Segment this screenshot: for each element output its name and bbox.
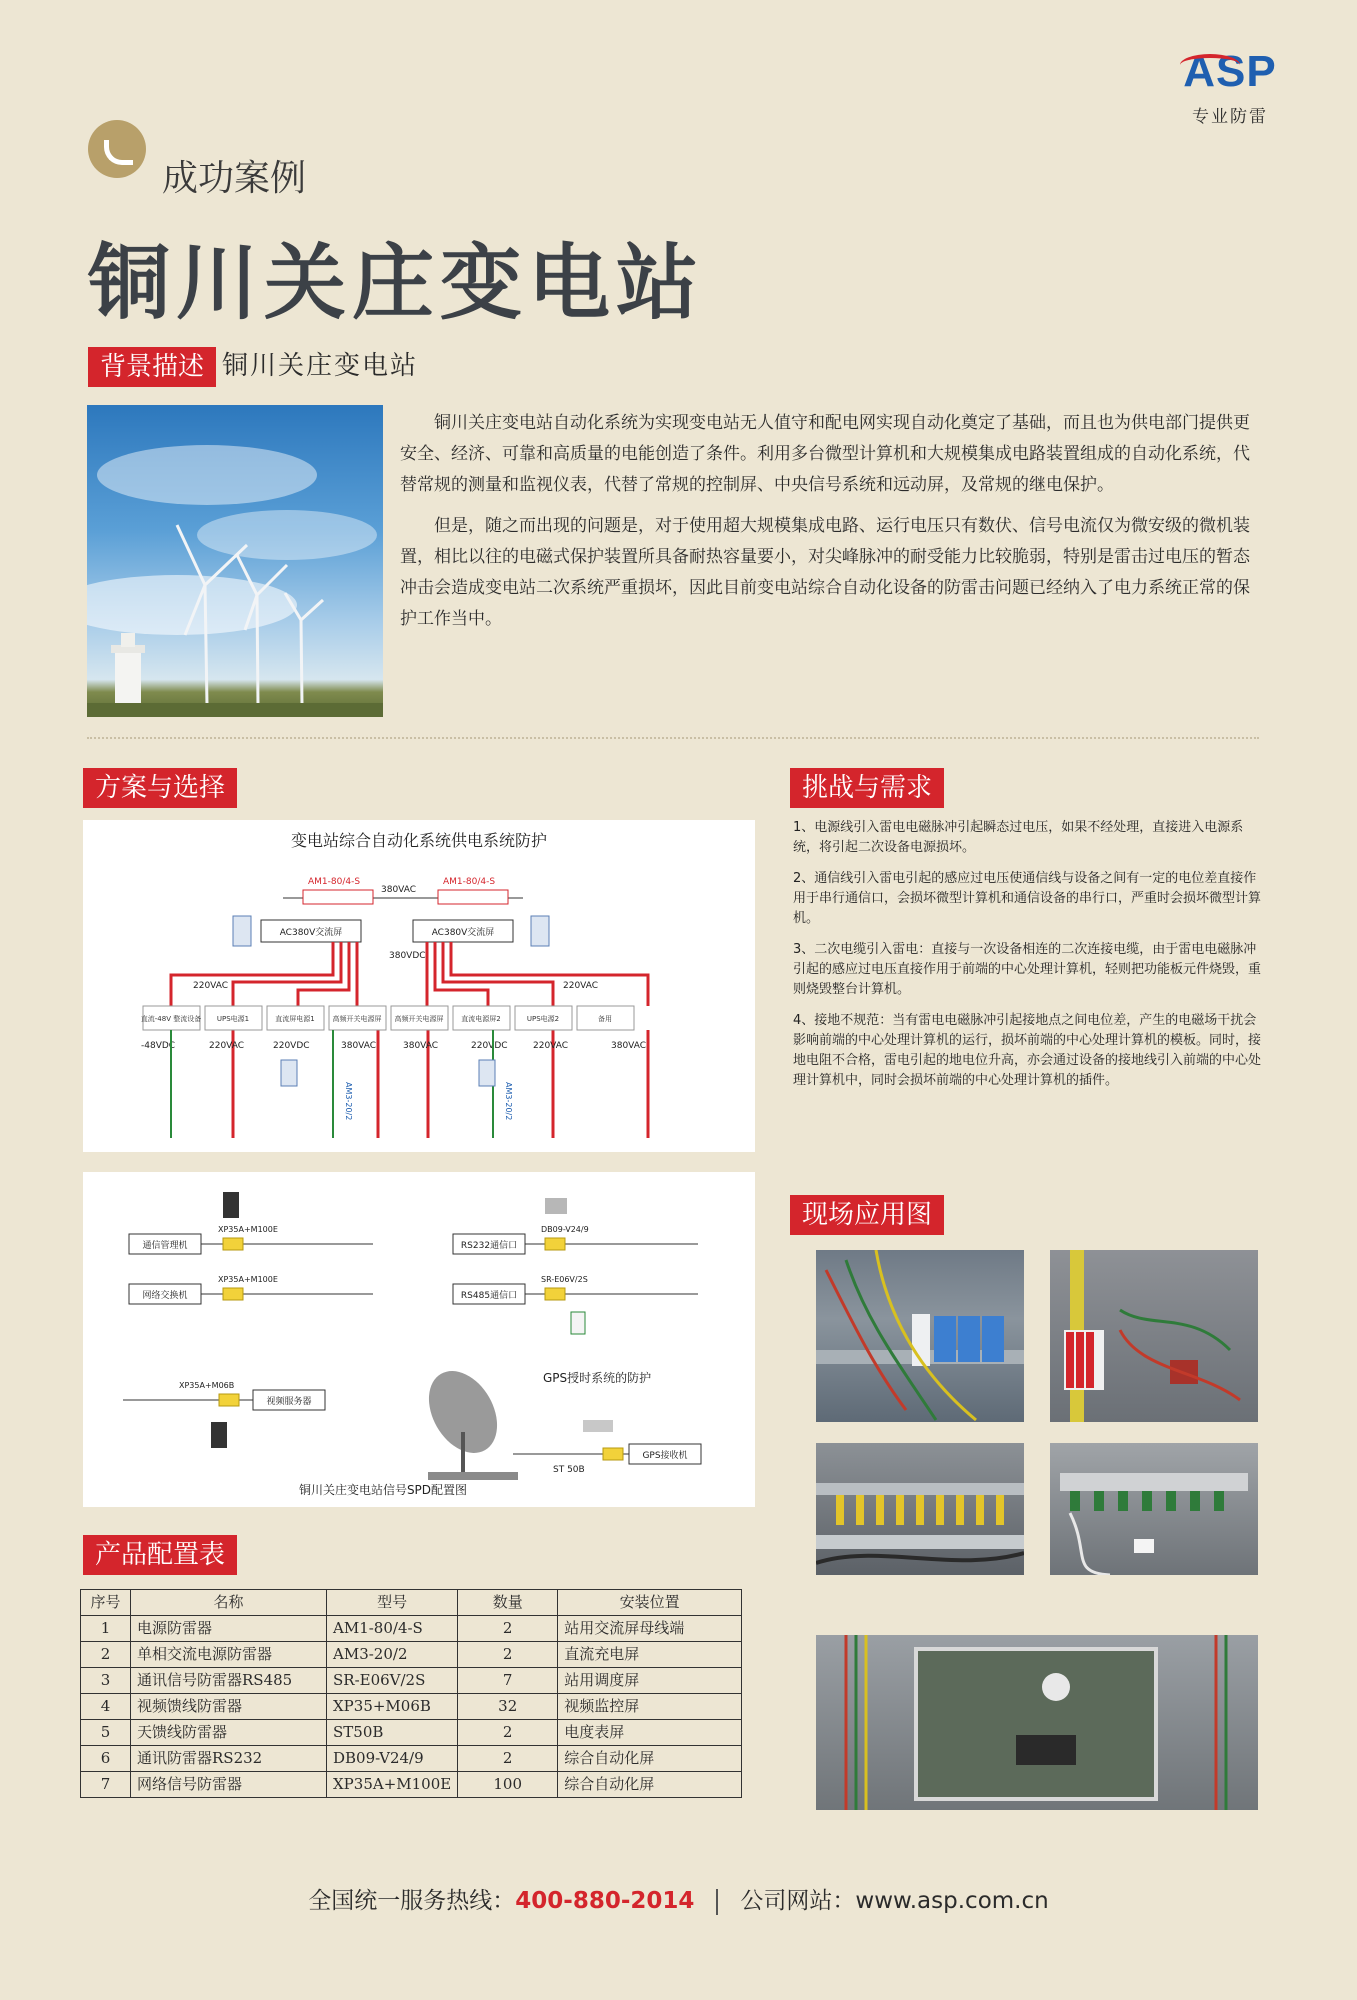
box-comm-label: 通信管理机: [142, 1241, 188, 1251]
col-header: 序号: [81, 1590, 131, 1616]
table-cell: 2: [458, 1616, 558, 1642]
section-background-subtitle: 铜川关庄变电站: [222, 351, 419, 381]
am3-left-label: AM3-20/2: [344, 1082, 353, 1121]
hotline-label: 全国统一服务热线：: [308, 1888, 516, 1914]
spd-m06b-icon: [219, 1394, 239, 1406]
site-photo-5: [816, 1635, 1258, 1810]
spd-left-label: AM1-80/4-S: [308, 877, 361, 887]
table-cell: 站用交流屏母线端: [558, 1616, 742, 1642]
challenge-item: 4、接地不规范：当有雷电电磁脉冲引起接地点之间电位差，产生的电磁场干扰会影响前端的中心处理计算机的运行，损坏前端的中心处理计算机的模板。同时，接地电阻不合格，雷电引起的地电位升高，亦会通过设备的接地线引入前端的中心处理计算机中，同时会损坏前端的中心处理计算机的插件。: [793, 1013, 1262, 1088]
screen-label: 直流电源屏2: [461, 1015, 501, 1023]
spd-xp-1-label: XP35A+M100E: [218, 1225, 278, 1234]
logo-tagline: 专业防雷: [1192, 107, 1268, 127]
website-label: 公司网站：: [740, 1888, 856, 1914]
table-cell: 通讯信号防雷器RS485: [131, 1668, 327, 1694]
table-cell: SR-E06V/2S: [327, 1668, 458, 1694]
table-cell: 6: [81, 1746, 131, 1772]
table-row: [81, 1772, 742, 1798]
background-text: [400, 408, 1250, 645]
bottom-voltage: 220VAC: [533, 1041, 569, 1051]
logo-swoosh-icon: [1180, 54, 1240, 76]
wind-turbine-photo: [87, 405, 383, 717]
table-row: [81, 1668, 742, 1694]
signal-spd-diagram: [83, 1172, 755, 1507]
table-cell: 2: [81, 1642, 131, 1668]
table-cell: 电源防雷器: [131, 1616, 327, 1642]
site-photo-2-art: [1050, 1250, 1258, 1422]
site-photo-3-art: [816, 1443, 1024, 1575]
label-220vac-left: 220VAC: [193, 981, 229, 991]
table-cell: 单相交流电源防雷器: [131, 1642, 327, 1668]
footer-separator: [716, 1889, 718, 1915]
power-diagram-svg: [83, 820, 755, 1152]
section-divider: [87, 737, 1259, 739]
spd-right-label: AM1-80/4-S: [443, 877, 496, 887]
bottom-voltage: 380VAC: [403, 1041, 439, 1051]
table-cell: ST50B: [327, 1720, 458, 1746]
col-header: 名称: [131, 1590, 327, 1616]
table-row: [81, 1720, 742, 1746]
table-cell: 7: [458, 1668, 558, 1694]
spd-sr-icon: [545, 1288, 565, 1300]
table-row: [81, 1616, 742, 1642]
spd-right-box: [438, 890, 508, 904]
screen-label: UPS电源2: [526, 1015, 560, 1023]
box-rs485-label: RS485通信口: [460, 1291, 518, 1301]
logo-mark: ASP: [1183, 47, 1277, 96]
spd-device-bottom-icon: [211, 1422, 227, 1448]
screen-label: 直流-48V 整流设备: [140, 1015, 202, 1023]
box-rs232-label: RS232通信口: [460, 1241, 518, 1251]
challenge-item: 2、通信线引入雷电引起的感应过电压使通信线与设备之间有一定的电位差直接作用于串行通信口，会损坏微型计算机和通信设备的串行口，严重时会损坏微型计算机。: [793, 871, 1262, 926]
table-cell: 2: [458, 1642, 558, 1668]
col-header: 数量: [458, 1590, 558, 1616]
table-cell: 网络信号防雷器: [131, 1772, 327, 1798]
challenge-item: 1、电源线引入雷电电磁脉冲引起瞬态过电压，如果不经处理，直接进入电源系统，将引起二次设备电源损坏。: [793, 820, 1244, 855]
site-photo-4: [1050, 1443, 1258, 1575]
table-header-row: [81, 1590, 742, 1616]
bottom-voltage: 380VAC: [341, 1041, 377, 1051]
coax-spd-icon: [583, 1420, 613, 1432]
spd-device-top-icon: [223, 1192, 239, 1218]
table-cell: 2: [458, 1746, 558, 1772]
am3-right-label: AM3-20/2: [504, 1082, 513, 1121]
spd-sr-label: SR-E06V/2S: [541, 1275, 588, 1284]
background-paragraph-1: 铜川关庄变电站自动化系统为实现变电站无人值守和配电网实现自动化奠定了基础，而且也为供电部门提供更安全、经济、可靠和高质量的电能创造了条件。利用多台微型计算机和大规模集成电路装置组成的自动化系统，代替常规的测量和监视仪表，代替了常规的控制屏、中央信号系统和远动屏，及常规的继电保护。: [400, 413, 1250, 495]
table-cell: 2: [458, 1720, 558, 1746]
screen-row: [141, 1006, 634, 1030]
table-row: [81, 1746, 742, 1772]
table-cell: 5: [81, 1720, 131, 1746]
website-link[interactable]: www.asp.com.cn: [855, 1888, 1049, 1914]
table-cell: 7: [81, 1772, 131, 1798]
page-title: 铜川关庄变电站: [88, 236, 705, 331]
product-config-table: [80, 1589, 742, 1798]
challenge-item: 3、二次电缆引入雷电：直接与一次设备相连的二次连接电缆，由于雷电电磁脉冲引起的感应过电压直接作用于前端的中心处理计算机，轻则把功能板元件烧毁，重则烧毁整台计算机。: [793, 942, 1262, 997]
spd-xp-2-icon: [223, 1288, 243, 1300]
table-cell: 32: [458, 1694, 558, 1720]
label-220vac-right: 220VAC: [563, 981, 599, 991]
spd-m06b-label: XP35A+M06B: [179, 1381, 235, 1390]
table-cell: AM3-20/2: [327, 1642, 458, 1668]
gps-title: GPS授时系统的防护: [543, 1371, 652, 1385]
section-site-label: 现场应用图: [790, 1195, 944, 1235]
site-photo-1: [816, 1250, 1024, 1422]
col-header: 安装位置: [558, 1590, 742, 1616]
bottom-voltage: 220VDC: [471, 1041, 508, 1051]
box-switch-label: 网络交换机: [142, 1291, 188, 1301]
table-cell: XP35+M06B: [327, 1694, 458, 1720]
bottom-voltage: 220VDC: [273, 1041, 310, 1051]
signal-diagram-caption: 铜川关庄变电站信号SPD配置图: [298, 1483, 468, 1497]
screen-label: 高频开关电源屏: [394, 1015, 444, 1023]
spd-db09-icon: [545, 1238, 565, 1250]
bus-right-label: AC380V交流屏: [431, 928, 495, 938]
table-cell: 直流充电屏: [558, 1642, 742, 1668]
table-cell: 视频监控屏: [558, 1694, 742, 1720]
spd-left-box: [303, 890, 373, 904]
bottom-voltage: -48VDC: [141, 1041, 176, 1051]
label-380vdc-mid: 380VDC: [389, 951, 426, 961]
table-cell: XP35A+M100E: [327, 1772, 458, 1798]
table-cell: DB09-V24/9: [327, 1746, 458, 1772]
table-row: [81, 1694, 742, 1720]
case-badge-icon: [88, 120, 146, 178]
signal-diagram-svg: [83, 1172, 755, 1507]
table-cell: 天馈线防雷器: [131, 1720, 327, 1746]
wind-turbine-illustration: [87, 405, 383, 717]
spd-module-right-icon: [531, 916, 549, 946]
screen-label: UPS电源1: [216, 1015, 250, 1023]
section-plan-label: 方案与选择: [83, 768, 237, 808]
site-photo-3: [816, 1443, 1024, 1575]
power-diagram-title: 变电站综合自动化系统供电系统防护: [290, 831, 548, 850]
section-product-label: 产品配置表: [83, 1535, 237, 1575]
am3-module-left-icon: [281, 1060, 297, 1086]
satellite-dish-icon: [415, 1359, 518, 1480]
col-header: 型号: [327, 1590, 458, 1616]
table-cell: AM1-80/4-S: [327, 1616, 458, 1642]
screen-label: 直流屏电源1: [275, 1015, 315, 1023]
bottom-voltage: 380VAC: [611, 1041, 647, 1051]
table-cell: 100: [458, 1772, 558, 1798]
table-cell: 综合自动化屏: [558, 1746, 742, 1772]
bottom-voltage: 220VAC: [209, 1041, 245, 1051]
table-cell: 通讯防雷器RS232: [131, 1746, 327, 1772]
spd-db09-label: DB09-V24/9: [541, 1225, 589, 1234]
db9-connector-icon: [545, 1198, 567, 1214]
site-photo-1-art: [816, 1250, 1024, 1422]
table-cell: 站用调度屏: [558, 1668, 742, 1694]
power-protection-diagram: [83, 820, 755, 1152]
brand-logo: [1170, 48, 1290, 138]
bus-left-label: AC380V交流屏: [279, 928, 343, 938]
site-photo-5-art: [816, 1635, 1258, 1810]
table-row: [81, 1642, 742, 1668]
hotline-number[interactable]: 400-880-2014: [515, 1888, 695, 1914]
table-cell: 综合自动化屏: [558, 1772, 742, 1798]
background-paragraph-2: 但是，随之而出现的问题是，对于使用超大规模集成电路、运行电压只有数伏、信号电流仅为微安级的微机装置，相比以往的电磁式保护装置所具备耐热容量要小，对尖峰脉冲的耐受能力比较脆弱，特别是雷击过电压的暂态冲击会造成变电站二次系统严重损坏，因此目前变电站综合自动化设备的防雷击问题已经纳入了电力系统正常的保护工作当中。: [400, 516, 1250, 629]
table-cell: 1: [81, 1616, 131, 1642]
screen-label: 备用: [598, 1015, 612, 1023]
section-challenge-label: 挑战与需求: [790, 768, 944, 808]
spd-module-left-icon: [233, 916, 251, 946]
box-gps-label: GPS接收机: [642, 1451, 688, 1461]
label-380vac-top: 380VAC: [381, 885, 417, 895]
table-cell: 4: [81, 1694, 131, 1720]
spd-xp-1-icon: [223, 1238, 243, 1250]
spd-xp-2-label: XP35A+M100E: [218, 1275, 278, 1284]
screen-label: 高频开关电源屏: [332, 1015, 382, 1023]
am3-module-right-icon: [479, 1060, 495, 1086]
footer: [0, 1882, 1357, 1915]
site-photo-4-art: [1050, 1443, 1258, 1575]
spd-st50b-icon: [603, 1448, 623, 1460]
site-photo-2: [1050, 1250, 1258, 1422]
spd-st-label: ST 50B: [553, 1465, 585, 1475]
table-cell: 视频馈线防雷器: [131, 1694, 327, 1720]
section-background-label: 背景描述: [88, 347, 216, 387]
table-cell: 3: [81, 1668, 131, 1694]
page-kicker: 成功案例: [162, 158, 307, 199]
table-cell: 电度表屏: [558, 1720, 742, 1746]
box-video-label: 视频服务器: [266, 1397, 312, 1407]
challenge-list: [793, 818, 1263, 1102]
rs485-module-icon: [571, 1312, 585, 1334]
